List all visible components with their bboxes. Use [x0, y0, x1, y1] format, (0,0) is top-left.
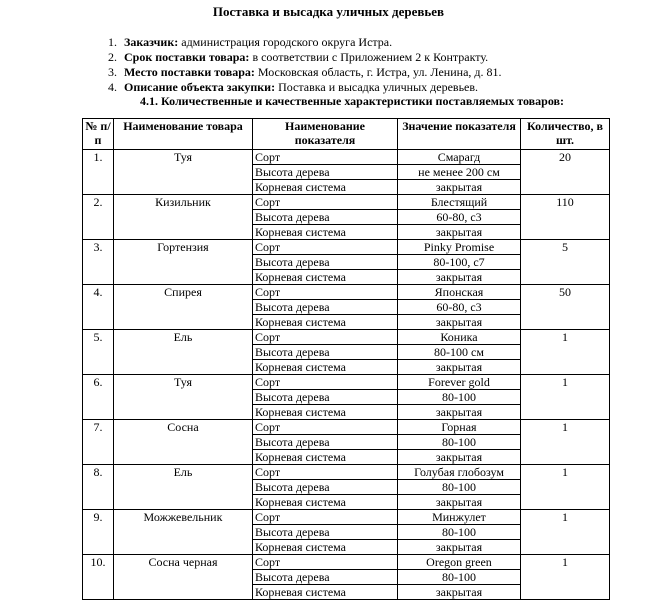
param-value: закрытая: [398, 180, 521, 195]
param-name: Высота дерева: [253, 255, 398, 270]
param-name: Корневая система: [253, 405, 398, 420]
param-name: Сорт: [253, 195, 398, 210]
product-name: Ель: [114, 330, 253, 375]
param-name: Сорт: [253, 240, 398, 255]
header-num: № п/п: [83, 119, 114, 150]
param-value: 80-100: [398, 390, 521, 405]
param-value: закрытая: [398, 585, 521, 600]
param-value: Блестящий: [398, 195, 521, 210]
param-name: Корневая система: [253, 180, 398, 195]
param-name: Корневая система: [253, 450, 398, 465]
list-item: [108, 35, 502, 50]
param-value: 80-100, с7: [398, 255, 521, 270]
list-number: 3.: [108, 65, 117, 79]
table-row: [83, 240, 610, 255]
param-name: Корневая система: [253, 360, 398, 375]
row-number: 3.: [83, 240, 114, 285]
list-text: в соответствии с Приложением 2 к Контракту.: [249, 50, 489, 64]
param-value: 80-100: [398, 525, 521, 540]
param-value: закрытая: [398, 405, 521, 420]
param-name: Высота дерева: [253, 390, 398, 405]
product-name: Туя: [114, 150, 253, 195]
param-value: Forever gold: [398, 375, 521, 390]
param-name: Сорт: [253, 375, 398, 390]
param-name: Сорт: [253, 465, 398, 480]
param-name: Высота дерева: [253, 210, 398, 225]
quantity: 50: [521, 285, 610, 330]
param-value: закрытая: [398, 450, 521, 465]
param-value: Oregon green: [398, 555, 521, 570]
param-value: Горная: [398, 420, 521, 435]
param-name: Корневая система: [253, 270, 398, 285]
param-value: Минжулет: [398, 510, 521, 525]
quantity: 20: [521, 150, 610, 195]
param-name: Сорт: [253, 285, 398, 300]
table-row: [83, 510, 610, 525]
param-name: Корневая система: [253, 315, 398, 330]
quantity: 5: [521, 240, 610, 285]
list-label: Заказчик:: [124, 35, 179, 49]
param-value: не менее 200 см: [398, 165, 521, 180]
product-name: Сосна черная: [114, 555, 253, 600]
header-param: Наименование показателя: [253, 119, 398, 150]
product-name: Сосна: [114, 420, 253, 465]
param-value: закрытая: [398, 495, 521, 510]
table-row: [83, 285, 610, 300]
param-name: Высота дерева: [253, 525, 398, 540]
list-text: Поставка и высадка уличных деревьев.: [275, 80, 479, 94]
list-label: Описание объекта закупки:: [124, 80, 276, 94]
header-name: Наименование товара: [114, 119, 253, 150]
row-number: 7.: [83, 420, 114, 465]
param-value: 60-80, с3: [398, 300, 521, 315]
row-number: 1.: [83, 150, 114, 195]
param-name: Сорт: [253, 420, 398, 435]
list-number: 2.: [108, 50, 117, 64]
param-name: Сорт: [253, 555, 398, 570]
list-item: [108, 65, 502, 80]
table-row: [83, 465, 610, 480]
param-value: закрытая: [398, 270, 521, 285]
param-value: закрытая: [398, 315, 521, 330]
param-value: 80-100 см: [398, 345, 521, 360]
param-value: Голубая глобозум: [398, 465, 521, 480]
header-qty: Количество, в шт.: [521, 119, 610, 150]
table-row: [83, 330, 610, 345]
param-name: Высота дерева: [253, 165, 398, 180]
header-value: Значение показателя: [398, 119, 521, 150]
document-title: Поставка и высадка уличных деревьев: [212, 4, 445, 19]
row-number: 8.: [83, 465, 114, 510]
table-row: [83, 195, 610, 210]
param-name: Корневая система: [253, 225, 398, 240]
row-number: 9.: [83, 510, 114, 555]
row-number: 5.: [83, 330, 114, 375]
param-value: 80-100: [398, 435, 521, 450]
quantity: 1: [521, 510, 610, 555]
list-label: Место поставки товара:: [124, 65, 255, 79]
param-name: Высота дерева: [253, 300, 398, 315]
list-number: 4.: [108, 80, 117, 94]
list-label: Срок поставки товара:: [124, 50, 250, 64]
param-value: закрытая: [398, 540, 521, 555]
param-name: Сорт: [253, 330, 398, 345]
row-number: 10.: [83, 555, 114, 600]
list-item: [108, 80, 502, 95]
param-name: Сорт: [253, 510, 398, 525]
row-number: 2.: [83, 195, 114, 240]
row-number: 4.: [83, 285, 114, 330]
param-name: Высота дерева: [253, 480, 398, 495]
quantity: 110: [521, 195, 610, 240]
table-row: [83, 420, 610, 435]
param-value: закрытая: [398, 225, 521, 240]
param-value: 80-100: [398, 570, 521, 585]
quantity: 1: [521, 420, 610, 465]
param-name: Корневая система: [253, 540, 398, 555]
param-value: 60-80, с3: [398, 210, 521, 225]
product-name: Туя: [114, 375, 253, 420]
param-value: Смарагд: [398, 150, 521, 165]
table-row: [83, 150, 610, 165]
quantity: 1: [521, 375, 610, 420]
row-number: 6.: [83, 375, 114, 420]
param-value: Pinky Promise: [398, 240, 521, 255]
table-body: [83, 150, 610, 600]
product-name: Можжевельник: [114, 510, 253, 555]
param-value: Коника: [398, 330, 521, 345]
product-name: Спирея: [114, 285, 253, 330]
param-value: Японская: [398, 285, 521, 300]
quantity: 1: [521, 555, 610, 600]
quantity: 1: [521, 330, 610, 375]
product-name: Кизильник: [114, 195, 253, 240]
param-name: Сорт: [253, 150, 398, 165]
quantity: 1: [521, 465, 610, 510]
table-row: [83, 555, 610, 570]
requirements-list: [108, 35, 502, 95]
list-item: [108, 50, 502, 65]
list-number: 1.: [108, 35, 117, 49]
param-name: Высота дерева: [253, 345, 398, 360]
product-name: Ель: [114, 465, 253, 510]
param-value: 80-100: [398, 480, 521, 495]
param-name: Корневая система: [253, 495, 398, 510]
param-name: Корневая система: [253, 585, 398, 600]
product-name: Гортензия: [114, 240, 253, 285]
param-value: закрытая: [398, 360, 521, 375]
list-text: Московская область, г. Истра, ул. Ленина, д. 81.: [254, 65, 502, 79]
list-text: администрация городского округа Истра.: [178, 35, 393, 49]
table-row: [83, 375, 610, 390]
section-subheading: 4.1. Количественные и качественные характеристики поставляемых товаров:: [140, 94, 565, 108]
param-name: Высота дерева: [253, 435, 398, 450]
param-name: Высота дерева: [253, 570, 398, 585]
table-header-row: [83, 119, 610, 150]
goods-table: [82, 118, 610, 600]
